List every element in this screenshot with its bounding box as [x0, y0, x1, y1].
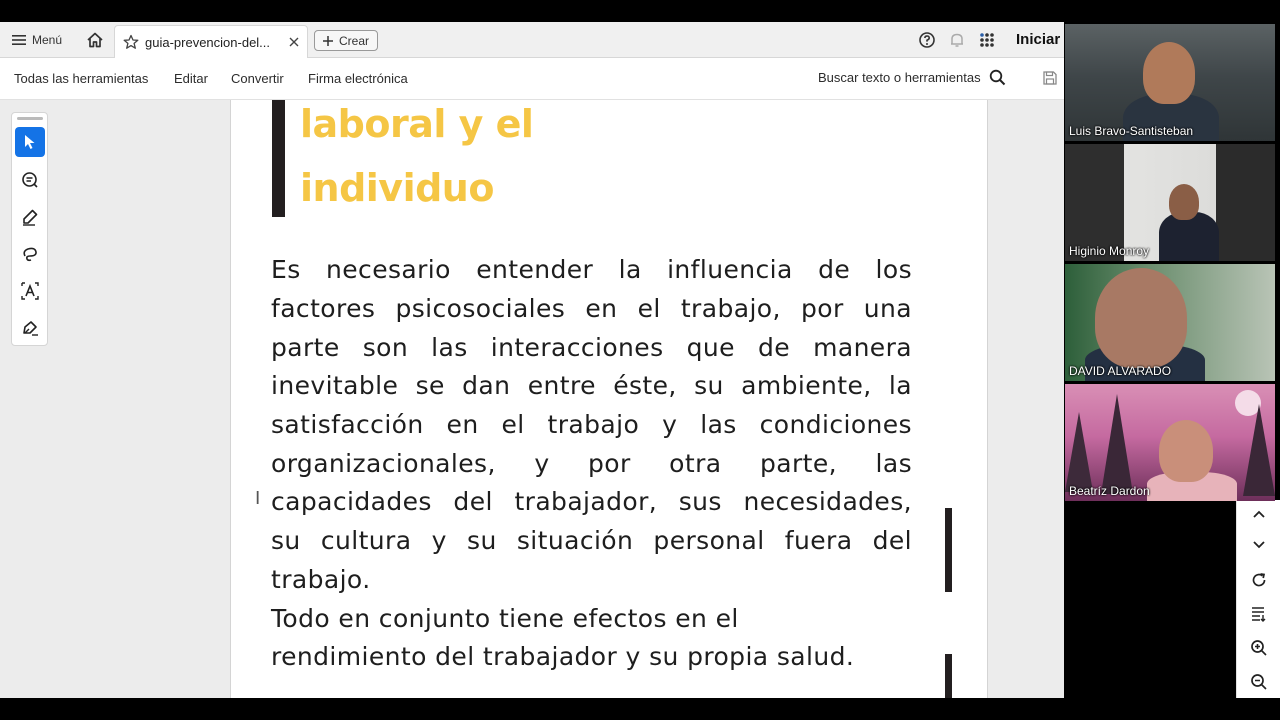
menu-label: Menú: [32, 33, 63, 47]
text-select-icon: [20, 281, 40, 301]
highlight-tool-button[interactable]: [15, 202, 45, 232]
paragraph-line: trabajo.: [271, 565, 371, 594]
close-icon[interactable]: [289, 37, 299, 47]
paragraph-line: Es necesario entender la influencia de los: [271, 255, 912, 284]
help-icon: [918, 31, 936, 49]
apps-button[interactable]: [978, 31, 996, 49]
home-button[interactable]: [86, 30, 106, 50]
zoom-in-icon: [1250, 639, 1268, 657]
main-toolbar: [0, 58, 1064, 100]
zoom-out-icon: [1250, 673, 1268, 691]
tab-document[interactable]: [114, 25, 308, 58]
heading-line: individuo: [300, 166, 494, 210]
draw-lasso-icon: [21, 245, 39, 263]
scroll-mode-icon: [1250, 605, 1268, 623]
next-page-button[interactable]: [1247, 533, 1271, 557]
all-tools-link[interactable]: Todas las herramientas: [14, 71, 149, 86]
chevron-down-icon: [1253, 541, 1265, 549]
paragraph-line: organizacionales, y por otra parte, las: [271, 449, 912, 478]
paragraph-line: su cultura y su situación personal fuera del: [271, 526, 912, 555]
heading-line: laboral y el: [300, 102, 534, 146]
participant-video: [1101, 394, 1133, 494]
side-accent-bar: [945, 654, 952, 698]
paragraph-line: rendimiento del trabajador y su propia salud.: [271, 642, 855, 671]
paragraph-line: satisfacción en el trabajo y las condiciones: [271, 410, 912, 439]
search-tools-label: Buscar texto o herramientas: [818, 70, 981, 85]
participant-name: Beatríz Dardon: [1069, 484, 1150, 498]
hamburger-icon: [12, 34, 26, 46]
create-button[interactable]: [314, 30, 378, 51]
scroll-mode-button[interactable]: [1247, 602, 1271, 626]
participant-name: Luis Bravo-Santisteban: [1069, 124, 1194, 138]
participant-video: [1159, 420, 1213, 482]
select-tool-button[interactable]: [15, 127, 45, 157]
search-icon: [989, 69, 1006, 86]
pdf-viewer-window: [0, 22, 1064, 698]
zoom-in-button[interactable]: [1247, 636, 1271, 660]
document-viewer[interactable]: [0, 100, 1064, 698]
previous-page-button[interactable]: [1247, 502, 1271, 526]
convert-link[interactable]: Convertir: [231, 71, 284, 86]
rotate-button[interactable]: [1247, 568, 1271, 592]
create-label: Crear: [339, 33, 370, 48]
save-icon[interactable]: [1042, 70, 1058, 86]
rotate-icon: [1250, 571, 1268, 589]
apps-grid-icon: [978, 31, 996, 49]
signin-button[interactable]: Iniciar: [1016, 31, 1061, 48]
paragraph-line: capacidades del trabajador, sus necesidades,: [271, 487, 912, 516]
participant-video: [1143, 42, 1195, 104]
plus-icon: [323, 36, 333, 46]
rail-grip[interactable]: [17, 117, 43, 120]
bell-icon: [948, 31, 966, 49]
text-tool-button[interactable]: [15, 276, 45, 306]
edit-link[interactable]: Editar: [174, 71, 208, 86]
zoom-out-button[interactable]: [1247, 670, 1271, 694]
participant-video: [1169, 184, 1199, 220]
participant-tile[interactable]: [1065, 264, 1275, 381]
pdf-page[interactable]: [230, 100, 988, 698]
comment-tool-button[interactable]: [15, 165, 45, 195]
help-button[interactable]: [918, 31, 936, 49]
star-icon[interactable]: [123, 34, 139, 50]
paragraph-line: parte son las interacciones que de manera: [271, 333, 912, 362]
highlight-pen-icon: [21, 208, 39, 226]
notifications-button[interactable]: [948, 31, 966, 49]
menu-button[interactable]: [12, 31, 62, 49]
participant-name: Higinio Monroy: [1069, 244, 1150, 258]
search-tools-button[interactable]: [818, 69, 1006, 86]
paragraph-line: inevitable se dan entre éste, su ambiente, la: [271, 371, 912, 400]
home-icon: [86, 31, 104, 49]
participant-tile[interactable]: [1065, 144, 1275, 261]
sign-pen-icon: [21, 319, 39, 337]
right-nav-rail: [1236, 498, 1280, 698]
tab-bar: [0, 22, 1064, 58]
participant-video: [1243, 404, 1275, 496]
left-tool-rail: [11, 112, 48, 346]
participant-tile[interactable]: [1065, 384, 1275, 501]
tab-title: guia-prevencion-del...: [145, 34, 271, 50]
cursor-arrow-icon: [23, 134, 37, 150]
sign-tool-button[interactable]: [15, 313, 45, 343]
video-call-panel: [1064, 22, 1280, 500]
heading-accent-bar: [272, 100, 285, 217]
draw-tool-button[interactable]: [15, 239, 45, 269]
paragraph-line: Todo en conjunto tiene efectos en el: [271, 604, 739, 633]
esign-link[interactable]: Firma electrónica: [308, 71, 408, 86]
text-cursor-icon: I: [255, 488, 261, 509]
side-accent-bar: [945, 508, 952, 592]
chevron-up-icon: [1253, 510, 1265, 518]
paragraph-line: factores psicosociales en el trabajo, por una: [271, 294, 912, 323]
participant-video: [1095, 268, 1187, 368]
participant-video: [1065, 412, 1093, 492]
participant-tile[interactable]: [1065, 24, 1275, 141]
comment-tool-icon: [21, 171, 39, 189]
participant-name: DAVID ALVARADO: [1069, 364, 1172, 378]
